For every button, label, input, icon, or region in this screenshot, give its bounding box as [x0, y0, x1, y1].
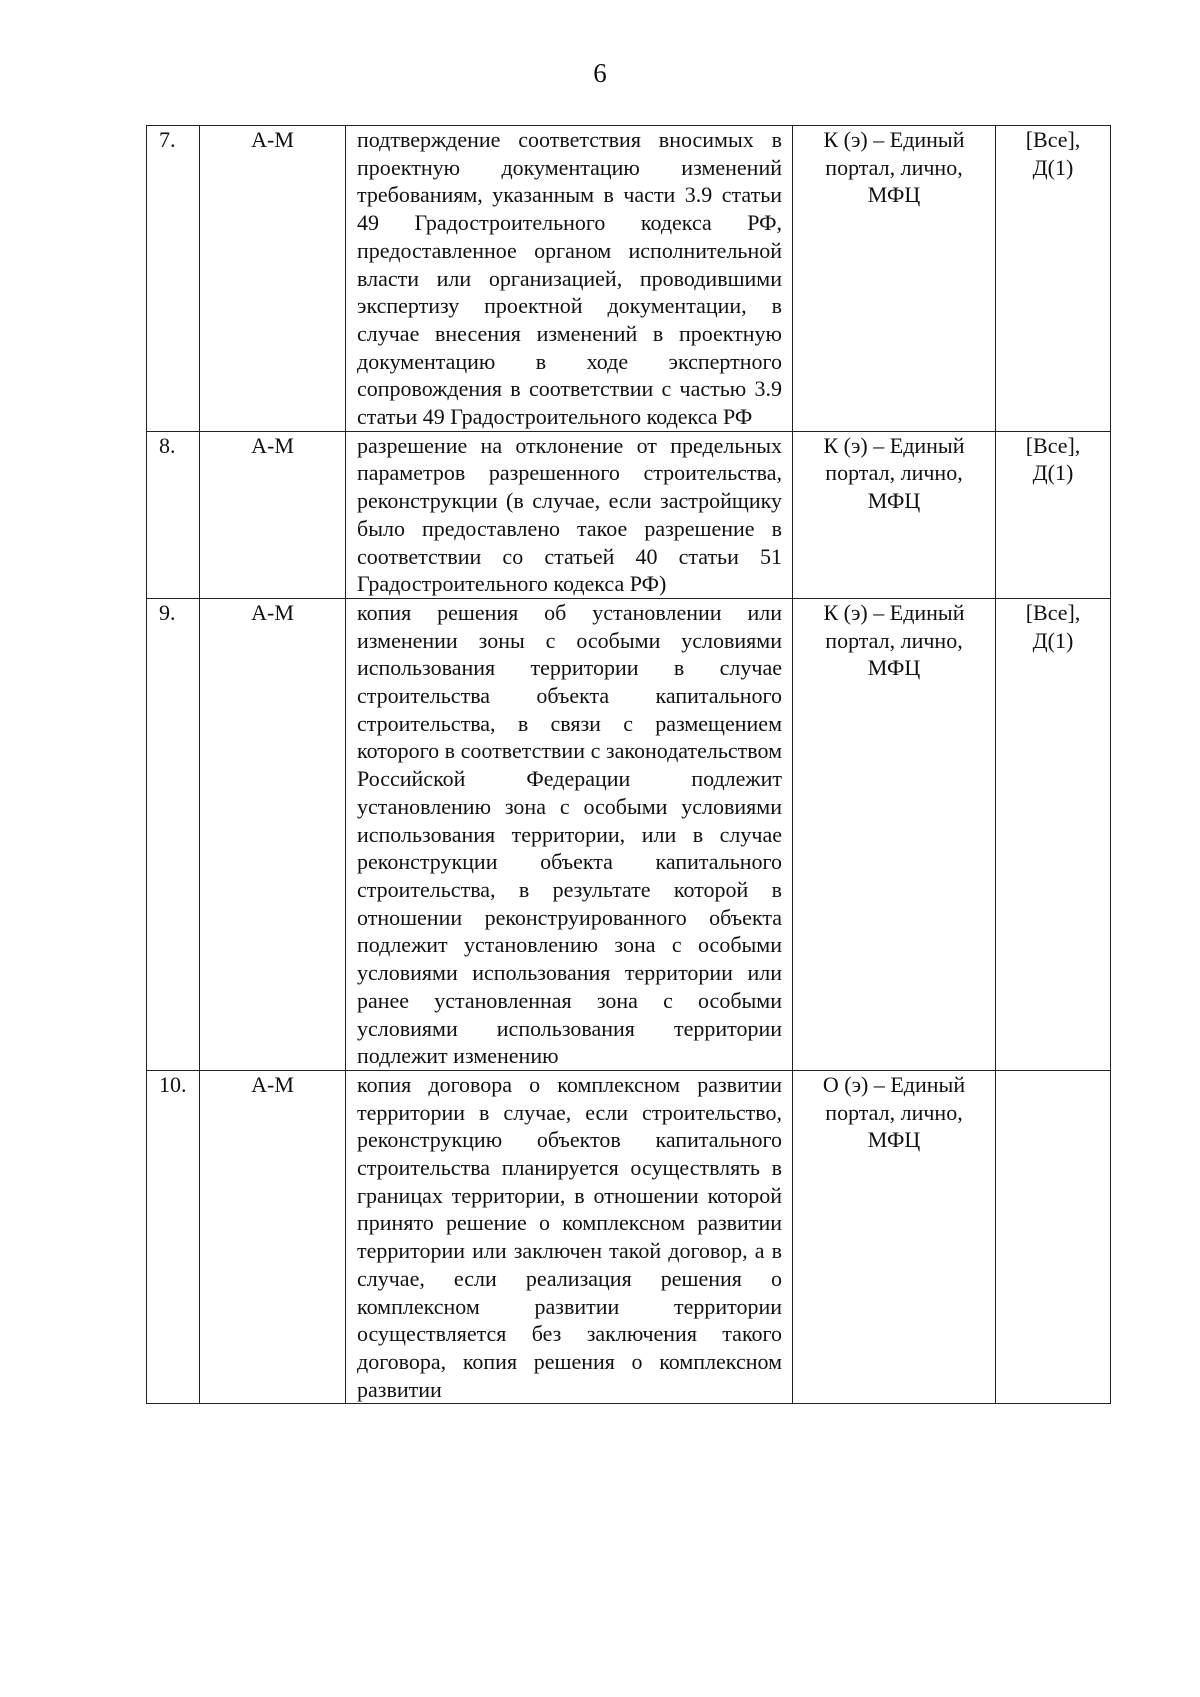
row-form: К (э) – Единый портал, лично, МФЦ	[823, 127, 965, 208]
row-form-cell	[793, 598, 996, 1070]
row-category-cell	[996, 598, 1111, 1070]
row-description-cell	[346, 431, 793, 598]
page-number: 6	[593, 58, 607, 88]
table-row	[147, 1070, 1111, 1403]
row-description-cell	[346, 126, 793, 432]
row-description: копия решения об установлении или изменении зоны с особыми условиями использования территории в случае строительства объекта капитального строительства, в связи с размещением которого в соответствии с законодательством Российской Федерации подлежит установлению зона с особыми условиями использования территории, или в случае реконструкции объекта капитального строительства, в результате которой в отношении реконструированного объекта подлежит установлению зона с особыми условиями использования территории или ранее установленная зона с особыми условиями использования территории подлежит изменению	[357, 599, 782, 1069]
row-description: разрешение на отклонение от предельных параметров разрешенного строительства, реконструкции (в случае, если застройщику было предоставлено такое разрешение в соответствии со статьей 40 статьи 51 Градостроительного кодекса РФ)	[357, 432, 782, 597]
row-category: [Все], Д(1)	[1025, 599, 1081, 653]
row-category: [Все], Д(1)	[1025, 432, 1081, 486]
row-number: 7.	[147, 126, 200, 432]
row-number: 8.	[147, 431, 200, 598]
row-code: А-М	[200, 1070, 346, 1403]
table-row	[147, 598, 1111, 1070]
row-form-cell	[793, 126, 996, 432]
row-description-cell	[346, 1070, 793, 1403]
row-code: А-М	[200, 126, 346, 432]
table-row	[147, 126, 1111, 432]
row-code: А-М	[200, 431, 346, 598]
row-form-cell	[793, 1070, 996, 1403]
row-category-cell	[996, 1070, 1111, 1403]
row-form: К (э) – Единый портал, лично, МФЦ	[823, 432, 965, 514]
row-description: подтверждение соответствия вносимых в проектную документацию изменений требованиям, указанным в части 3.9 статьи 49 Градостроительного кодекса РФ, предоставленное органом исполнительной власти или организацией, проводившими экспертизу проектной документации, в случае внесения изменений в проектную документацию в ходе экспертного сопровождения в соответствии с частью 3.9 статьи 49 Градостроительного кодекса РФ	[357, 127, 782, 430]
row-number: 9.	[147, 598, 200, 1070]
row-category: [Все], Д(1)	[1025, 127, 1081, 180]
row-code: А-М	[200, 598, 346, 1070]
row-form: О (э) – Единый портал, лично, МФЦ	[822, 1071, 966, 1153]
row-description: копия договора о комплексном развитии территории в случае, если строительство, реконструкцию объектов капитального строительства планируется осуществлять в границах территории, в отношении которой принято решение о комплексном развитии территории или заключен такой договор, а в случае, если реализация решения о комплексном развитии территории осуществляется без заключения такого договора, копия решения о комплексном развитии	[357, 1071, 782, 1402]
documents-table	[146, 125, 1111, 1404]
table-row	[147, 431, 1111, 598]
row-number: 10.	[147, 1070, 200, 1403]
row-form: К (э) – Единый портал, лично, МФЦ	[823, 599, 965, 681]
row-category-cell	[996, 431, 1111, 598]
row-description-cell	[346, 598, 793, 1070]
row-form-cell	[793, 431, 996, 598]
row-category-cell	[996, 126, 1111, 432]
